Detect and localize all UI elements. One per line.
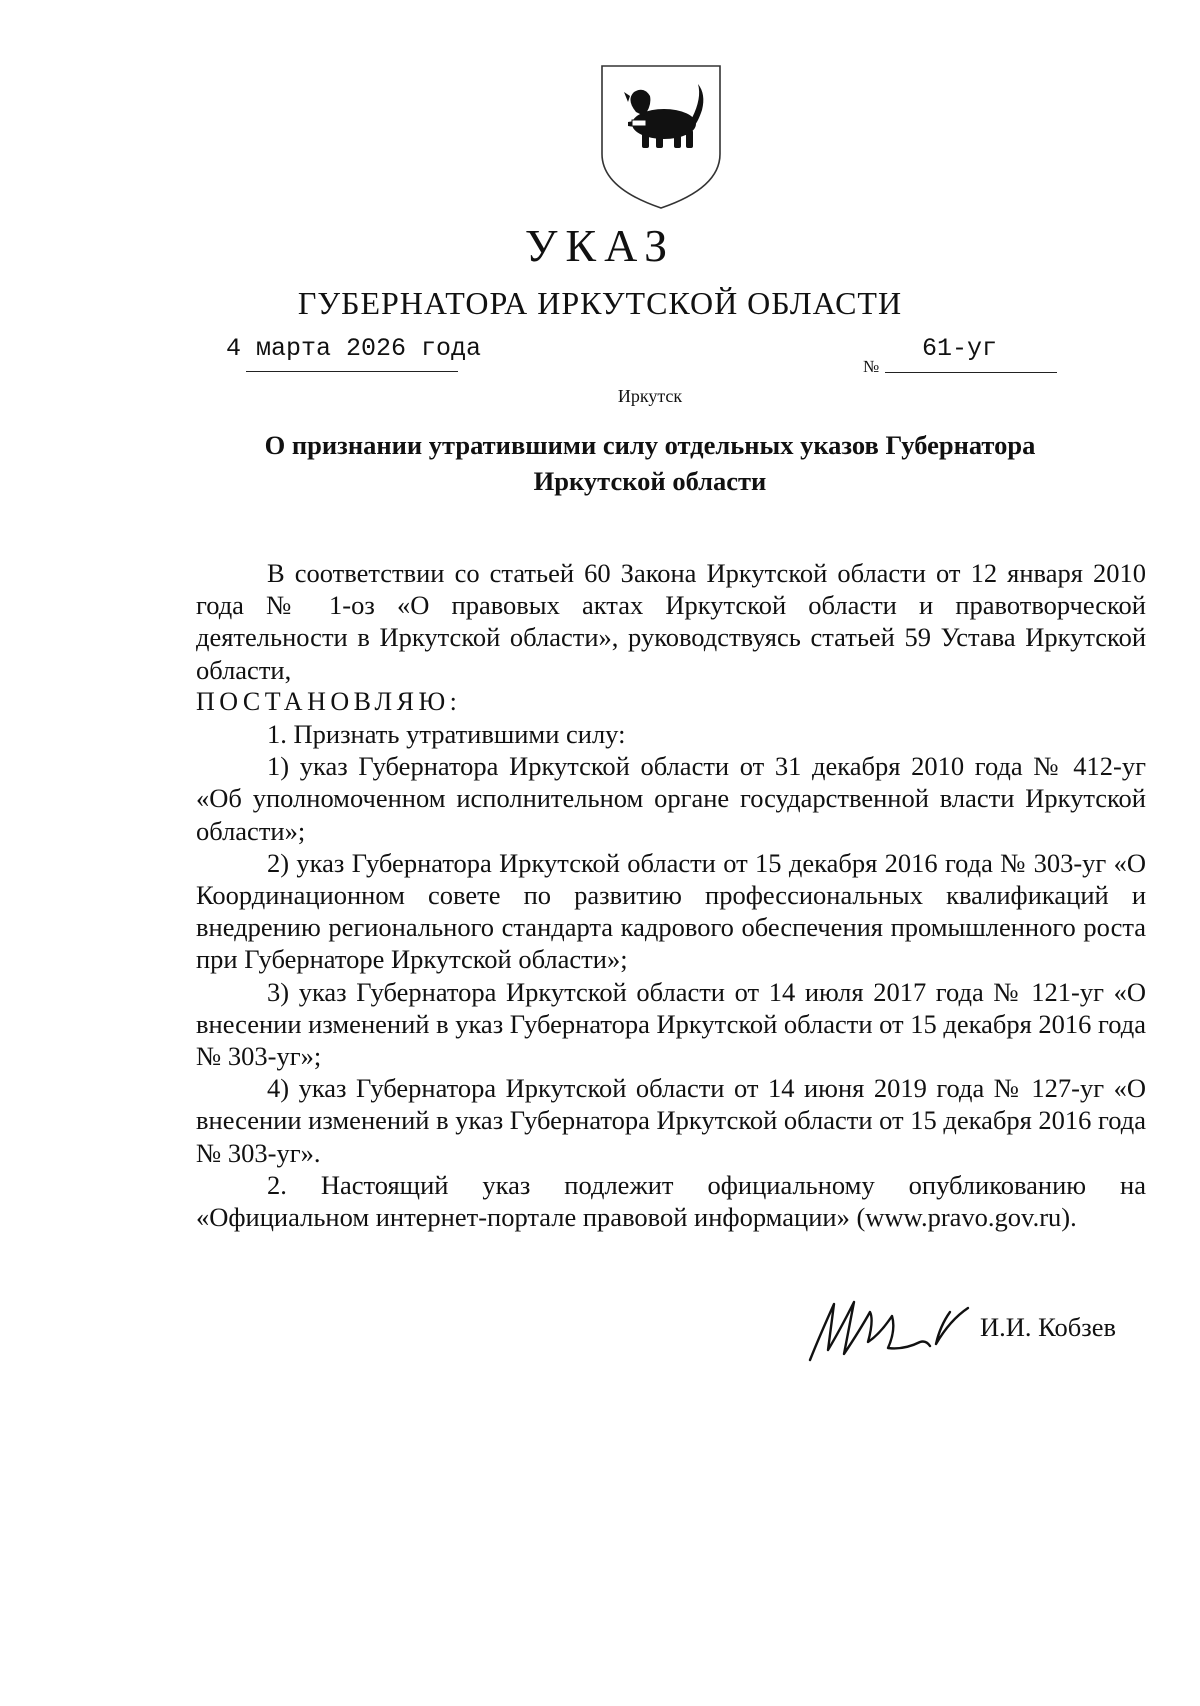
decree-number: 61-уг: [922, 334, 998, 363]
city: Иркутск: [617, 386, 683, 406]
point-1: 1. Признать утратившими силу:: [267, 719, 626, 750]
heading-line: Иркутской области: [533, 466, 767, 496]
point-2: 2. Настоящий указ подлежит официальному опубликованию на «Официальном интернет-портале правовой информации» (www.pravo.gov.ru).: [196, 1169, 1146, 1233]
list-item: 3) указ Губернатора Иркутской области от 14 июля 2017 года № 121-уг «О внесении изменений в указ Губернатора Иркутской области от 15 декабря 2016 года № 303-уг»;: [196, 976, 1146, 1072]
decree-word: ПОСТАНОВЛЯЮ:: [196, 686, 462, 716]
decree-title: УКАЗ: [524, 220, 676, 271]
number-underline: [885, 372, 1057, 373]
decree-body: [196, 557, 1146, 1233]
coat-of-arms-icon: [594, 62, 728, 212]
list-item: 1) указ Губернатора Иркутской области от 31 декабря 2010 года № 412-уг «Об уполномоченном исполнительном органе государственной власти Иркутской области»;: [196, 751, 1146, 846]
list-item: 4) указ Губернатора Иркутской области от 14 июня 2019 года № 127-уг «О внесении изменений в указ Губернатора Иркутской области от 15 декабря 2016 года № 303-уг».: [196, 1073, 1146, 1168]
number-sign: №: [863, 357, 880, 376]
decree-date: 4 марта 2026 года: [226, 334, 482, 363]
date-underline: [246, 371, 458, 372]
heading-line: О признании утратившими силу отдельных указов Губернатора: [264, 430, 1036, 460]
preamble: В соответствии со статьей 60 Закона Иркутской области от 12 января 2010 года № 1-оз «О правовых актах Иркутской области и правотворческой деятельности в Иркутской области», руководствуясь статьей 59 Устава Иркутской области,: [196, 558, 1146, 685]
signature-icon: [800, 1290, 990, 1370]
issuing-authority: ГУБЕРНАТОРА ИРКУТСКОЙ ОБЛАСТИ: [297, 285, 903, 321]
decree-heading: [220, 427, 1080, 499]
list-item: 2) указ Губернатора Иркутской области от 15 декабря 2016 года № 303-уг «О Координационном совете по развитию профессиональных квалификаций и внедрению регионального стандарта кадрового обеспечения промышленного роста при Губернаторе Иркутской области»;: [196, 847, 1146, 975]
signer-name: И.И. Кобзев: [980, 1312, 1116, 1342]
